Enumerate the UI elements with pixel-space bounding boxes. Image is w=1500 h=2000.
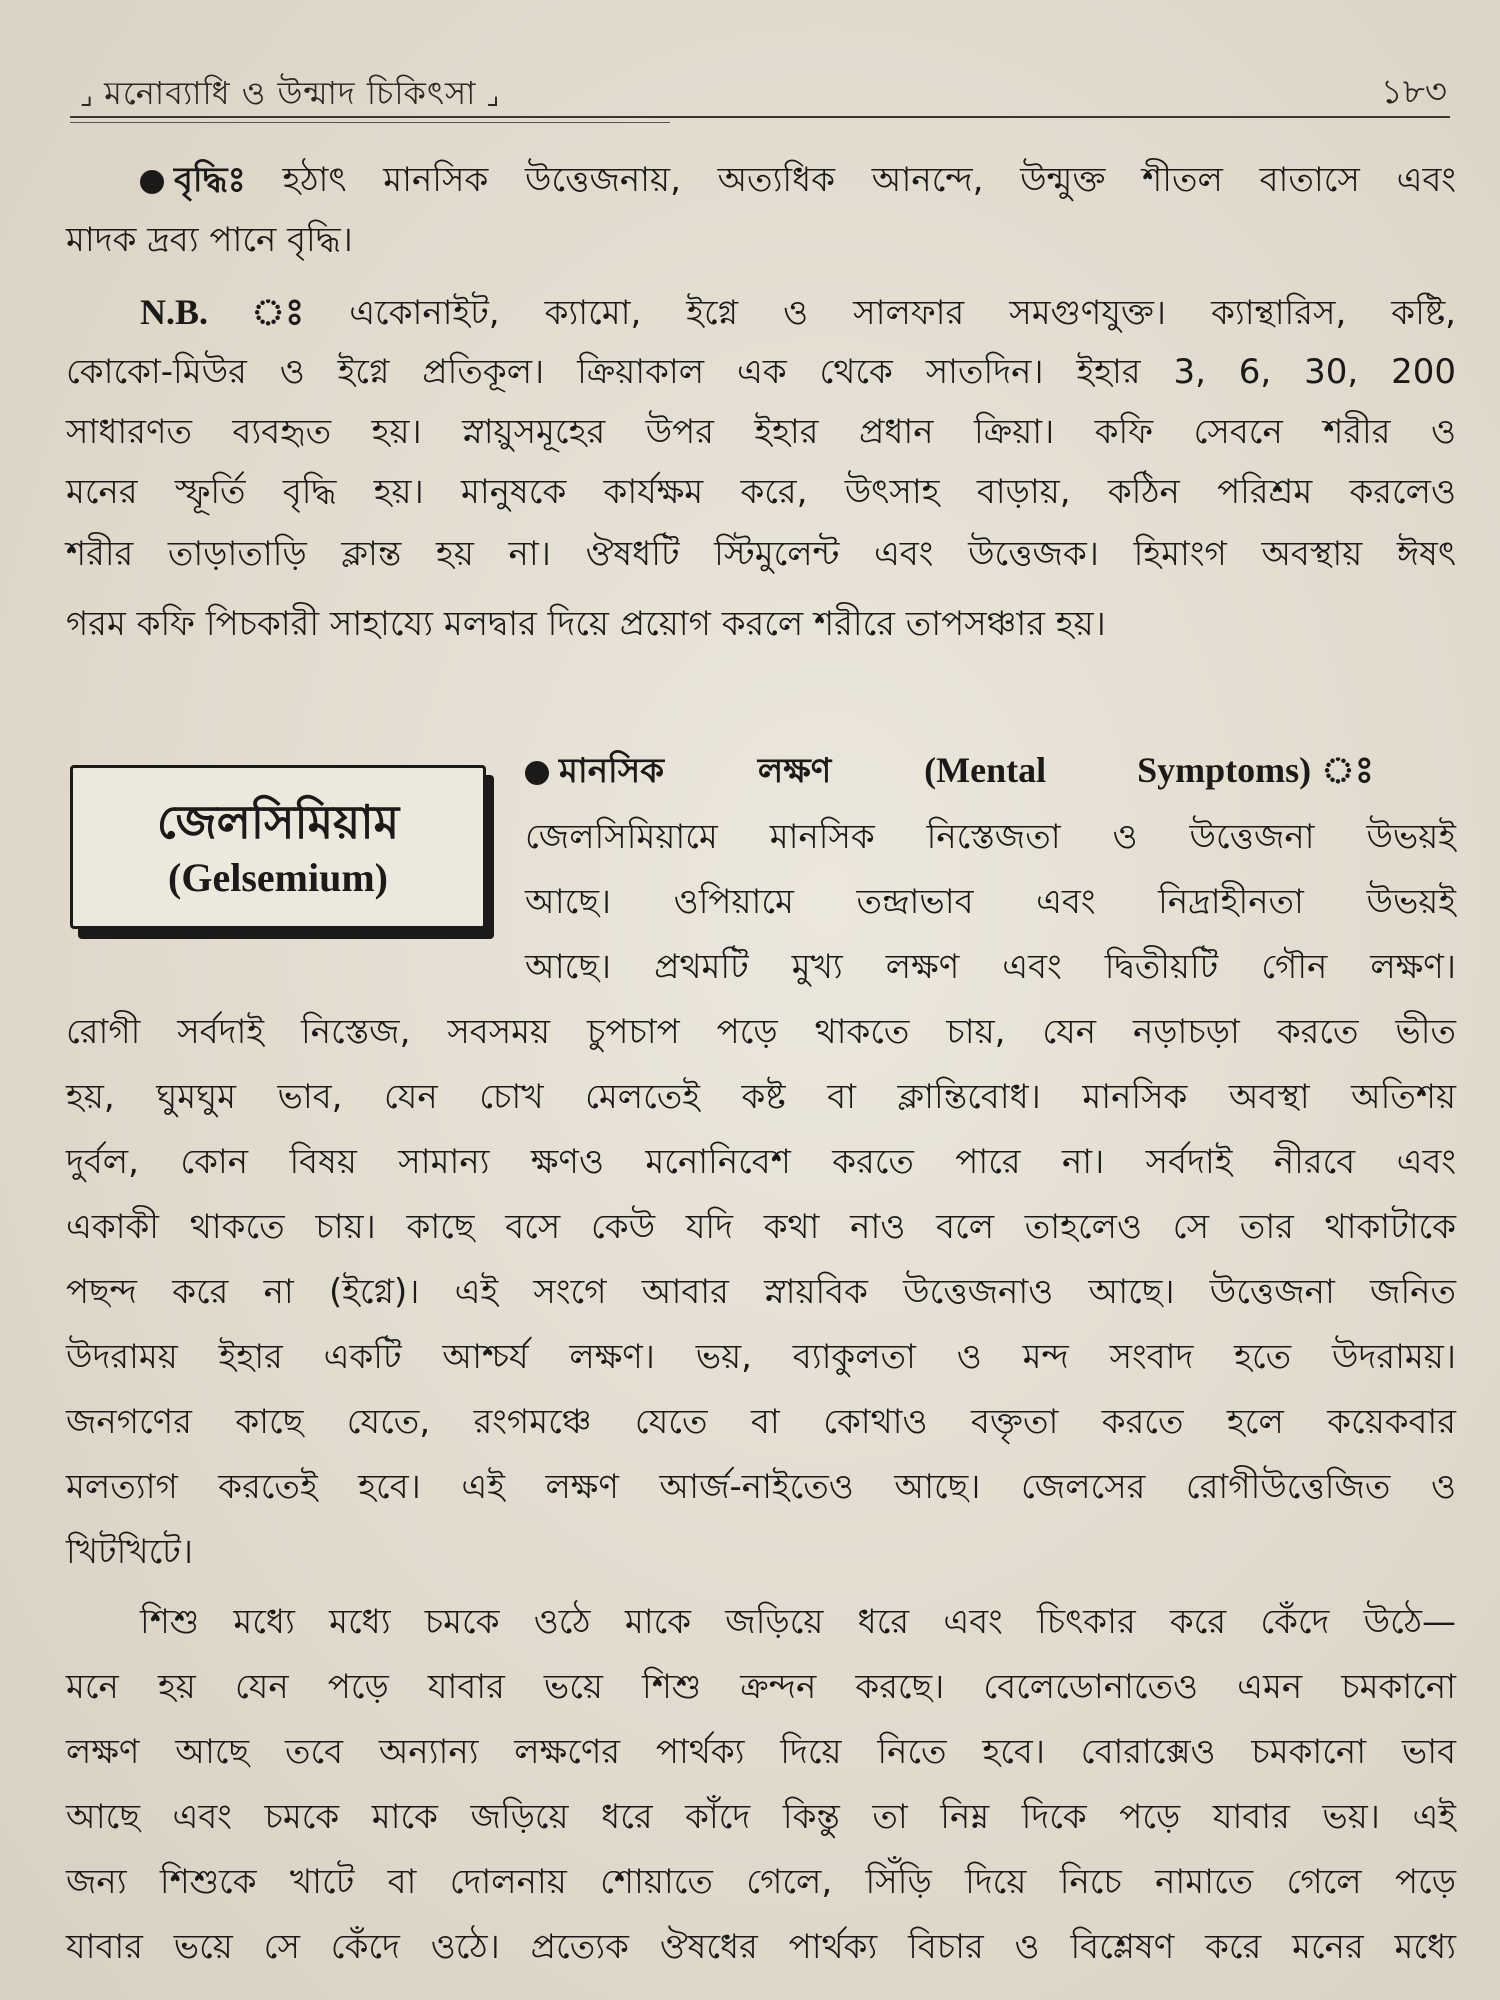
mental-line-6: উদরাময় ইহার একটি আশ্চর্য লক্ষণ। ভয়, ব্যাকুলতা ও মন্দ সংবাদ হতে উদরাময়। — [66, 1337, 1456, 1377]
nb-line-5: শরীর তাড়াতাড়ি ক্লান্ত হয় না। ঔষধটি স্টিমুলেন্ট এবং উত্তেজক। হিমাংগ অবস্থায় ঈষৎ — [66, 534, 1456, 574]
mental-line-9: খিটখিটে। — [66, 1532, 193, 1572]
header-rule — [70, 116, 1450, 118]
remedy-title-box — [70, 765, 486, 929]
header-title-text: মনোব্যাধি ও উন্মাদ চিকিৎসা — [104, 74, 477, 112]
mental-line-8: মলত্যাগ করতেই হবে। এই লক্ষণ আর্জ-নাইতেও আছে। জেলসের রোগীউত্তেজিত ও — [66, 1467, 1456, 1507]
mental-side-line-1: জেলসিমিয়ামে মানসিক নিস্তেজতা ও উত্তেজনা উভয়ই — [525, 817, 1456, 857]
mental-heading-bengali: মানসিক লক্ষণ — [559, 751, 832, 791]
running-header — [70, 62, 1455, 122]
nb-text: একোনাইট, ক্যামো, ইগ্নে ও সালফার সমগুণযুক্ত। ক্যান্থারিস, কষ্টি, — [349, 293, 1456, 333]
child-line-3: লক্ষণ আছে তবে অন্যান্য লক্ষণের পার্থক্য দিয়ে নিতে হবে। বোরাক্সেও চমকানো ভাব — [66, 1732, 1456, 1772]
nb-line-4: মনের স্ফূর্তি বৃদ্ধি হয়। মানুষকে কার্যক্ষম করে, উৎসাহ বাড়ায়, কঠিন পরিশ্রম করলেও — [66, 472, 1456, 512]
mental-line-1: রোগী সর্বদাই নিস্তেজ, সবসময় চুপচাপ পড়ে থাকতে চায়, যেন নড়াচড়া করতে ভীত — [66, 1012, 1456, 1052]
header-rule-secondary — [70, 122, 670, 123]
mental-heading-english: (Mental Symptoms) ঃ — [924, 750, 1456, 790]
mental-line-5: পছন্দ করে না (ইগ্নে)। এই সংগে আবার স্নায়বিক উত্তেজনাও আছে। উত্তেজনা জনিত — [66, 1272, 1456, 1312]
nb-line-1 — [140, 290, 1456, 335]
mental-line-7: জনগণের কাছে যেতে, রংগমঞ্চে যেতে বা কোথাও বক্তৃতা করতে হলে কয়েকবার — [66, 1402, 1456, 1442]
remedy-title-english: (Gelsemium) — [168, 855, 388, 900]
child-line-2: মনে হয় যেন পড়ে যাবার ভয়ে শিশু ক্রন্দন করছে। বেলেডোনাতেও এমন চমকানো — [66, 1667, 1456, 1707]
child-line-6: যাবার ভয়ে সে কেঁদে ওঠে। প্রত্যেক ঔষধের পার্থক্য বিচার ও বিশ্লেষণ করে মনের মধ্যে — [66, 1927, 1456, 1967]
nb-line-6: গরম কফি পিচকারী সাহায্যে মলদ্বার দিয়ে প্রয়োগ করলে শরীরে তাপসঞ্চার হয়। — [66, 604, 1106, 644]
aggravation-text: হঠাৎ মানসিক উত্তেজনায়, অত্যধিক আনন্দে, উন্মুক্ত শীতল বাতাসে এবং — [282, 160, 1457, 200]
mental-heading — [525, 748, 1456, 793]
header-left-bracket: ⌟ — [80, 78, 95, 111]
child-line-5: জন্য শিশুকে খাটে বা দোলনায় শোয়াতে গেলে, সিঁড়ি দিয়ে নিচে নামাতে গেলে পড়ে — [66, 1862, 1456, 1902]
mental-side-line-3: আছে। প্রথমটি মুখ্য লক্ষণ এবং দ্বিতীয়টি গৌন লক্ষণ। — [525, 947, 1456, 987]
nb-line-2: কোকো-মিউর ও ইগ্নে প্রতিকূল। ক্রিয়াকাল এক থেকে সাতদিন। ইহার 3, 6, 30, 200 — [66, 352, 1456, 392]
remedy-title-bengali: জেলসিমিয়াম — [156, 795, 400, 849]
nb-line-3: সাধারণত ব্যবহৃত হয়। স্নায়ুসমূহের উপর ইহার প্রধান ক্রিয়া। কফি সেবনে শরীর ও — [66, 412, 1456, 452]
page-number: ১৮৩ — [1380, 72, 1447, 112]
mental-line-4: একাকী থাকতে চায়। কাছে বসে কেউ যদি কথা নাও বলে তাহলেও সে তার থাকাটাকে — [66, 1207, 1456, 1247]
nb-label: N.B. ঃ — [140, 292, 305, 332]
aggravation-line-1 — [140, 158, 1456, 202]
bullet-icon — [525, 761, 549, 785]
aggravation-line-2: মাদক দ্রব্য পানে বৃদ্ধি। — [66, 220, 353, 260]
mental-line-2: হয়, ঘুমঘুম ভাব, যেন চোখ মেলতেই কষ্ট বা ক্লান্তিবোধ। মানসিক অবস্থা অতিশয় — [66, 1077, 1456, 1117]
child-line-1: শিশু মধ্যে মধ্যে চমকে ওঠে মাকে জড়িয়ে ধরে এবং চিৎকার করে কেঁদে উঠে— — [140, 1602, 1456, 1642]
bullet-icon — [140, 170, 164, 194]
mental-line-3: দুর্বল, কোন বিষয় সামান্য ক্ষণও মনোনিবেশ করতে পারে না। সর্বদাই নীরবে এবং — [66, 1142, 1456, 1182]
child-line-4: আছে এবং চমকে মাকে জড়িয়ে ধরে কাঁদে কিন্তু তা নিম্ন দিকে পড়ে যাবার ভয়। এই — [66, 1797, 1456, 1837]
header-right-bracket: ⌟ — [486, 78, 501, 111]
header-title — [70, 68, 511, 122]
mental-side-line-2: আছে। ওপিয়ামে তন্দ্রাভাব এবং নিদ্রাহীনতা উভয়ই — [525, 882, 1456, 922]
aggravation-label: বৃদ্ধিঃ — [174, 160, 246, 200]
